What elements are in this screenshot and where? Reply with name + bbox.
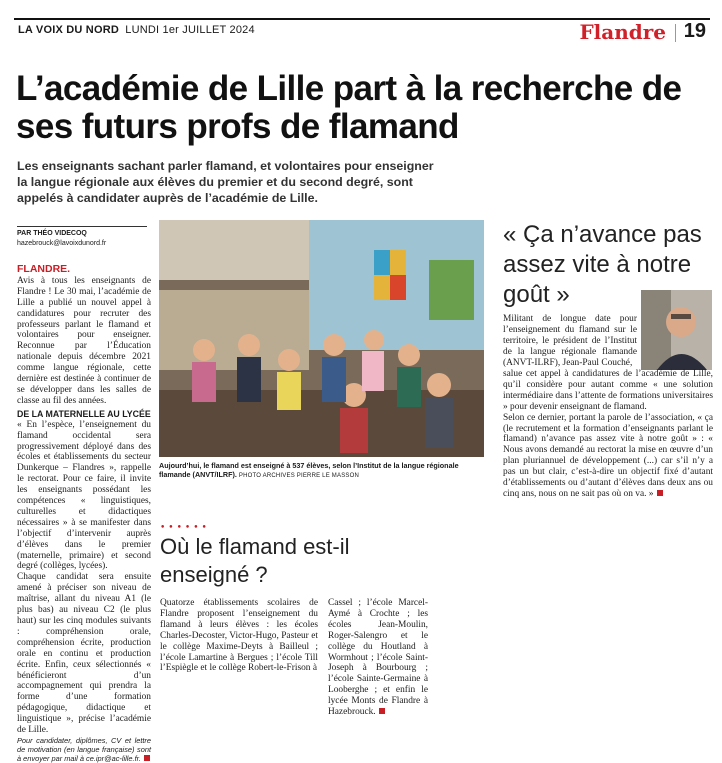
interview-paragraph-2: [503, 413, 713, 500]
page-header: [14, 18, 710, 44]
article-standfirst: Les enseignants sachant parler flamand, et volontaires pour enseigner la langue régionale aux élèves du premier et du second degré, sont appelés à candidater auprès de l’académie de Lille.: [17, 159, 434, 205]
schools-text-2-wrap: [328, 598, 428, 718]
decorative-dots: ••••••: [160, 523, 210, 533]
application-note: [17, 736, 151, 763]
paragraph-3: Chaque candidat sera ensuite amené à préciser son niveau de maîtrise, allant du niveau A1 (le plus bas) au niveau C2 (le plus haut) sur les cinq modules suivants : compréhension orale, compréhension écrite, production orale en continu et production écrite. Enfin, ceux sélectionnés « bénéficieront d’un accompagnement qui prendra la forme d’une formation pédagogique, didactique et linguistique », précise l’académie de Lille.: [17, 572, 151, 736]
photo-caption: [159, 461, 484, 481]
schools-text-2: Cassel ; l’école Marcel-Aymé à Crochte ; les écoles Jean-Moulin, Roger-Salengro et le collège du Houtland à Wormhout ; l’école Saint-Joseph à Bourbourg ; l’école Sainte-Germaine à Looberghe ; et enfin le lycée Monts de Flandre à Hazebrouck.: [328, 598, 428, 718]
interview-column-a: [503, 314, 637, 369]
paragraph-1: [17, 264, 151, 407]
interview-title: « Ça n’avance pas assez vite à notre goût »: [503, 221, 702, 308]
schools-column-2: [328, 598, 428, 718]
author-name: PAR THÉO VIDECOQ: [17, 230, 87, 237]
newspaper-name: [18, 24, 255, 36]
issue-date: LUNDI 1er JUILLET 2024: [125, 24, 255, 36]
author-email: hazebrouck@lavoixdunord.fr: [17, 240, 107, 247]
photo-credit: PHOTO ARCHIVES PIERRE LE MASSON: [238, 473, 359, 480]
sidebar-title: Où le flamand est-il enseigné ?: [160, 534, 350, 587]
schools-text-1: Quatorze établissements scolaires de Flandre proposent l’enseignement du flamand à leurs élèves : les écoles Charles-Decoster, Victor-Hugo, Pasteur et le collège Maxime-Deyts à Bailleul ; l’école Lamartine à Bergues ; l’école Till l’Espiègle et le collège Robert-le-Frison à: [160, 598, 318, 674]
paragraph-1-text: Avis à tous les enseignants de Flandre ! Le 30 mai, l’académie de Lille a publié un nouvel appel à candidatures pour recruter des professeurs parlant le flamand et volontaires pour enseigner. Reconnue par l’Éducation nationale depuis décembre 2021 comme langue régionale, cette dernière est destinée à continuer de se développer dans les salles de classe au fil des années.: [17, 275, 151, 406]
end-mark: [144, 755, 150, 761]
schools-column-1: [160, 598, 318, 674]
paragraph-2: « En l’espèce, l’enseignement du flamand occidental sera progressivement déployé dans des écoles et établissements du secteur Dunkerque – Flandres », rappelle le rectorat. Pour ce faire, il invite les enseignants possédant les compétences « linguistiques, culturelles et didactiques nécessaires » à se manifester dans l’objectif d’intervenir auprès d’élèves dans le premier (maternelle, primaire) et second degré (collèges, lycées).: [17, 419, 151, 572]
interview-paragraph-1a: Militant de longue date pour l’enseignement du flamand sur le territoire, le président de l’Institut de la langue régionale flamande (ANVT-ILRF), Jean-Paul Couché,: [503, 314, 637, 368]
classroom-photo: [159, 220, 484, 457]
photo-caption-text: Aujourd’hui, le flamand est enseigné à 537 élèves, selon l’Institut de la langue régionale flamande (ANVT/ILRF).: [159, 461, 459, 480]
newspaper-title: LA VOIX DU NORD: [18, 24, 119, 36]
byline: [17, 226, 147, 247]
article-headline: L’académie de Lille part à la recherche de ses futurs profs de flamand: [16, 69, 682, 146]
classroom-illustration: [159, 220, 484, 457]
portrait-illustration: [641, 290, 712, 370]
end-mark: [657, 490, 663, 496]
article-subhead: DE LA MATERNELLE AU LYCÉE: [17, 408, 151, 419]
section-name: Flandre: [579, 20, 666, 44]
header-divider: [675, 24, 676, 42]
page-number: 19: [683, 20, 706, 42]
interview-paragraph-1b: salue cet appel à candidatures de l’académie de Lille, qu’il considère pour autant comme « une solution intermédiaire dans l’attente de formations universitaires » pour devenir enseignant de flamand.: [503, 369, 713, 412]
application-note-text: Pour candidater, diplômes, CV et lettre de motivation (en langue française) sont à envoyer par mail à ce.ipr@ac-lille.fr.: [17, 735, 151, 763]
interview-paragraph-2-text: Selon ce dernier, portant la parole de l’association, « ça (le recrutement et la formation d’enseignants parlant le flamand) n’avance pas assez vite à notre goût » : « Nous avons demandé au rectorat la mise en œuvre d’un plan pluriannuel de développement (...) car s’il n’y a pas un but clair, c’est-à-dire un objectif fixé d’autant d’établissements ou d’autant d’élèves dans deux ans ou cinq ans, nous on ne sait pas où on va. »: [503, 412, 713, 499]
portrait-photo: [641, 290, 712, 370]
end-mark: [379, 708, 385, 714]
article-body-column: [17, 264, 151, 763]
interview-column-b: [503, 369, 713, 500]
dateline: FLANDRE.: [17, 263, 71, 275]
